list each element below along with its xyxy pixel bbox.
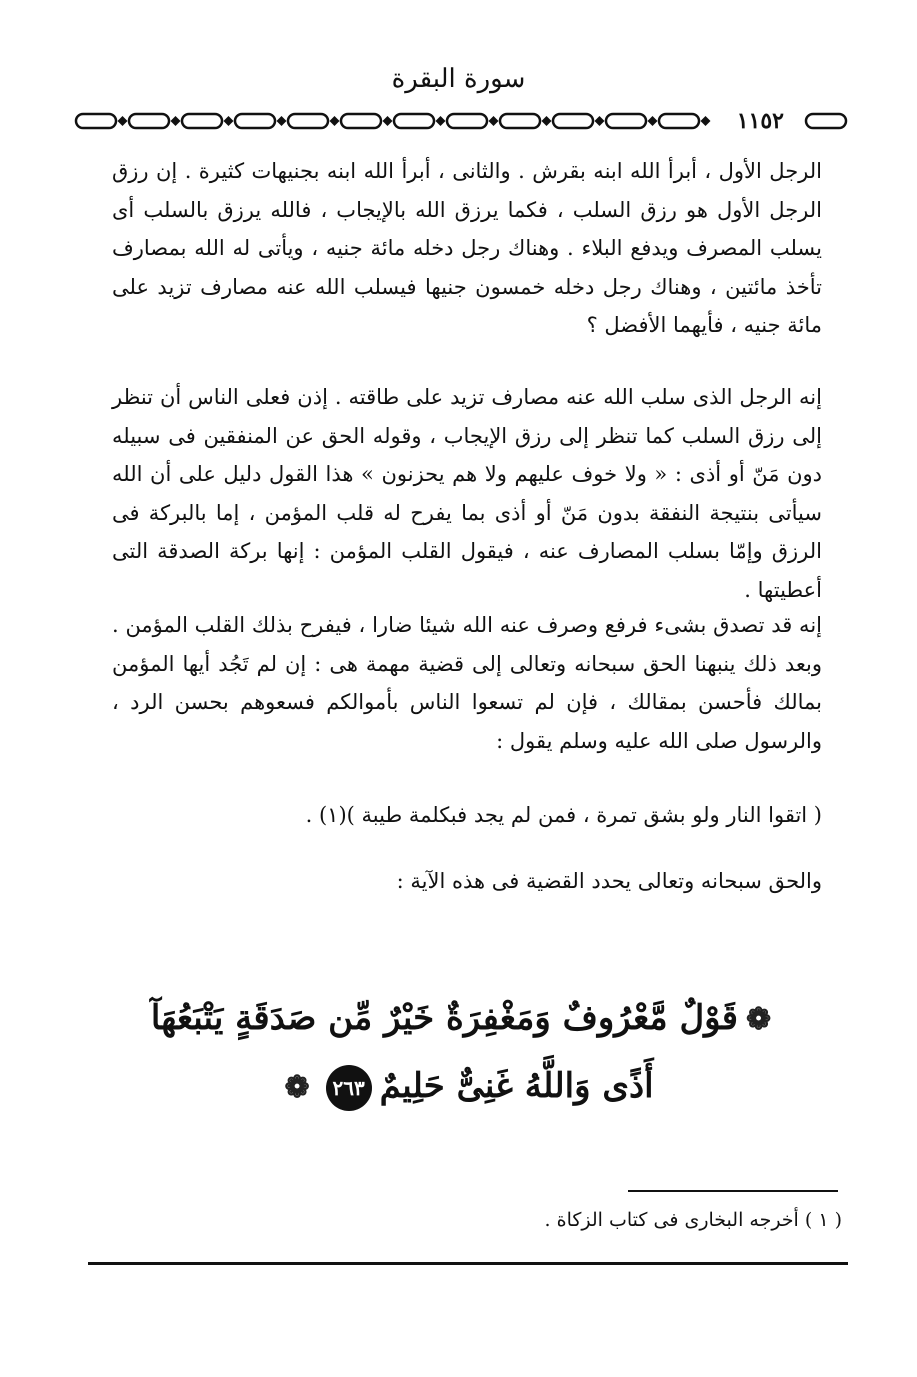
quran-verse-text-2: أَذًى وَاللَّهُ غَنِىٌّ حَلِيمٌ [379,1066,654,1106]
paragraph-text: إنه الرجل الذى سلب الله عنه مصارف تزيد على طاقته . إذن فعلى الناس أن تنظر إلى رزق السلب كما تنظر إلى رزق الإيجاب ، وقوله الحق عن المنفقين فى سبيله دون مَنّ أو أذى : « ولا خوف عليهم ولا هم يحزنون » هذا القول دليل على أن الله سيأتى بنتيجة النفقة بدون مَنّ أو أذى بما يفرح له قلب المؤمن ، إما بالبركة فى الرزق وإمّا بسلب المصارف عنه ، فيقول القلب المؤمن : إنها بركة الصدقة التى أعطيتها . [112,385,822,602]
paragraph-1 [112,152,822,345]
footnote: ( ١ ) أخرجه البخارى فى كتاب الزكاة . [544,1209,842,1231]
ornate-bracket-close-icon: ❁ [284,1070,310,1105]
ayah-number-badge: ٢٦٣ [326,1065,372,1111]
paragraph-text: والحق سبحانه وتعالى يحدد القضية فى هذه الآية : [396,869,822,893]
header-ornament-border [72,106,852,136]
footnote-divider [628,1190,838,1192]
paragraph-2 [112,378,822,609]
hadith-quote [112,796,822,835]
quran-verse-line-1 [120,985,810,1053]
paragraph-text: إنه قد تصدق بشىء فرفع وصرف عنه الله شيئا ضارا ، فيفرح بذلك القلب المؤمن . وبعد ذلك ينبهنا الحق سبحانه وتعالى إلى قضية مهمة هى : إن لم تَجُد أيها المؤمن بمالك فأحسن بمقالك ، فإن لم تسعوا الناس بأموالكم فسعوهم بحسن الرد ، والرسول صلى الله عليه وسلم يقول : [112,613,822,753]
ornate-bracket-open-icon: ❁ [746,1002,772,1037]
paragraph-3 [112,606,822,760]
paragraph-text: الرجل الأول ، أبرأ الله ابنه بقرش . والثانى ، أبرأ الله ابنه بجنيهات كثيرة . إن رزق الرجل الأول هو رزق السلب ، فكما يرزق الله بالإيجاب ، فالله يرزق بالسلب أى يسلب المصرف ويدفع البلاء . وهناك رجل دخله مائة جنيه ، ويأتى له الله بمصارف تأخذ مائتين ، وهناك رجل دخله خمسون جنيها فيسلب الله عنه مصارف تزيد على مائة جنيه ، فأيهما الأفضل ؟ [112,159,822,337]
quran-verse [120,985,810,1121]
quran-verse-text-1: قَوْلٌ مَّعْرُوفٌ وَمَغْفِرَةٌ خَيْرٌ مِّن صَدَقَةٍ يَتْبَعُهَآ [150,998,738,1038]
surah-title: سورة البقرة [391,64,526,94]
page-bottom-rule [88,1262,848,1265]
hadith-text: ( اتقوا النار ولو بشق تمرة ، فمن لم يجد فبكلمة طيبة )(١) . [305,803,822,827]
page-number: ١١٥٢ [731,106,790,136]
paragraph-5 [112,862,822,901]
quran-verse-line-2 [120,1053,810,1121]
